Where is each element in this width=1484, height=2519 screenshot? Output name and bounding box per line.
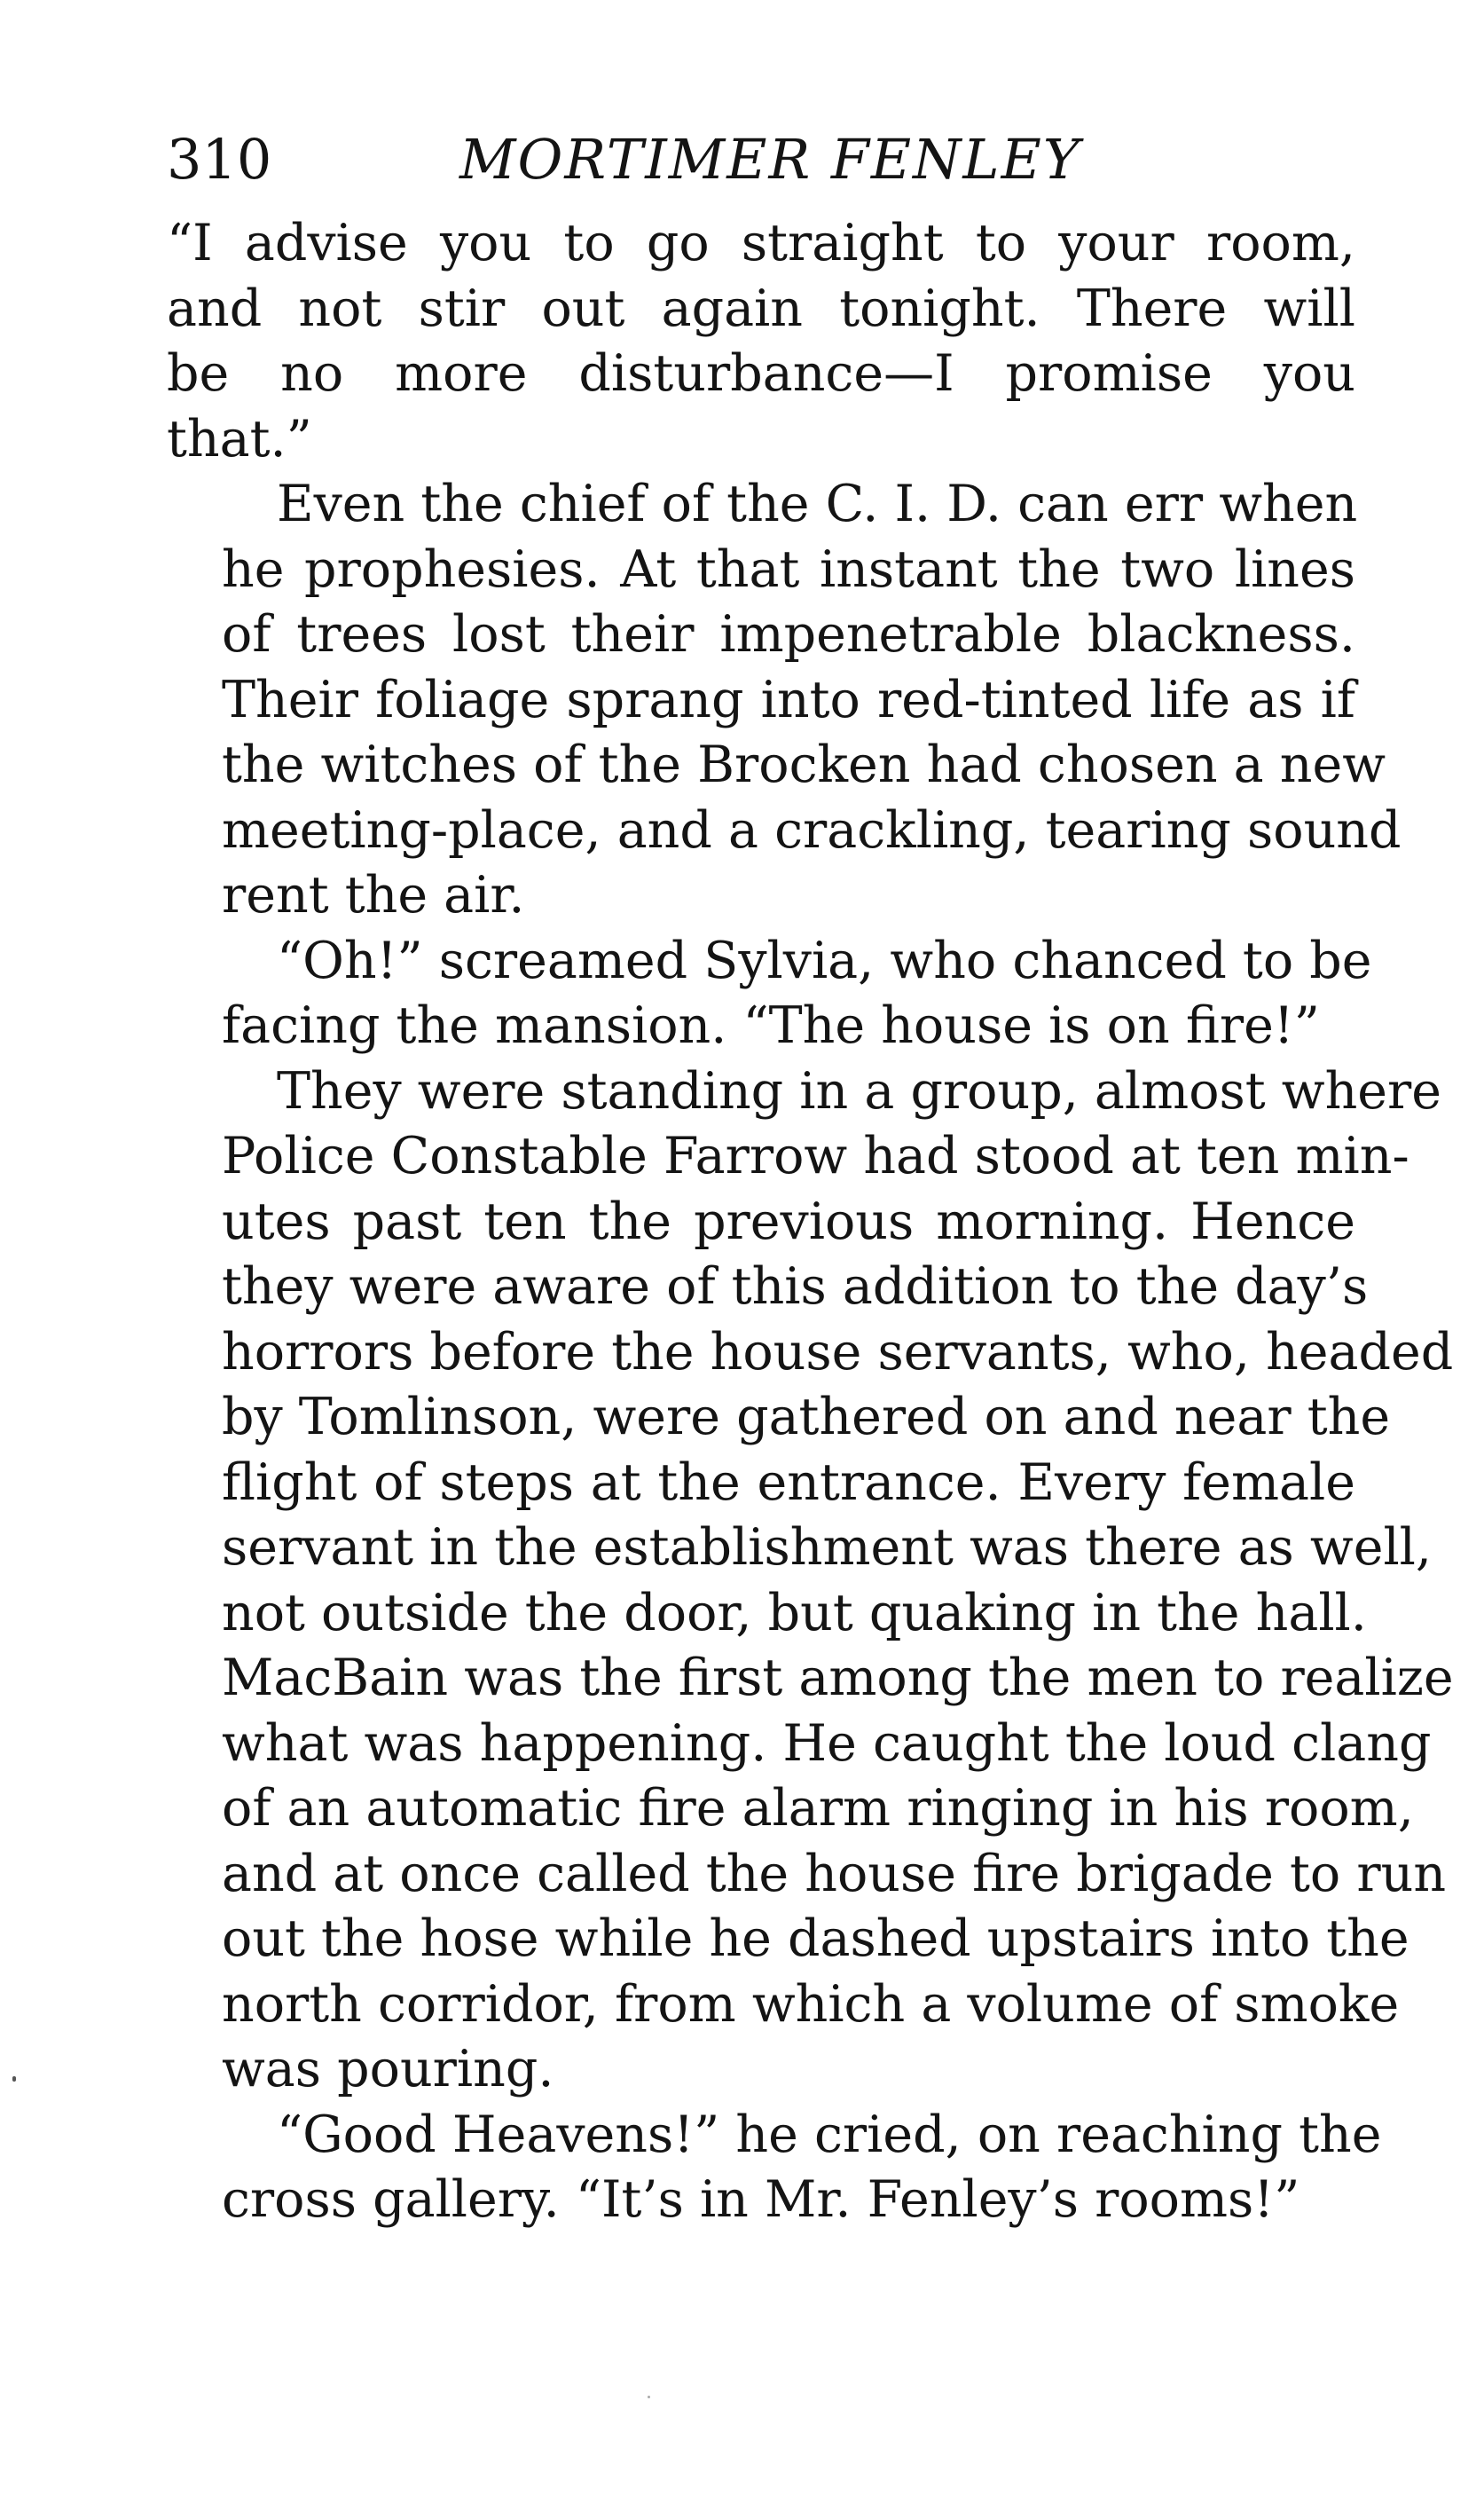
text-line: “Oh!” screamed Sylvia, who chanced to be (277, 931, 1372, 990)
paragraph (167, 2103, 1382, 2233)
paragraph (167, 472, 1402, 929)
text-line: Their foliage sprang into red-tinted life as if (222, 670, 1355, 729)
text-line: they were aware of this addition to the day’s (222, 1257, 1369, 1316)
body-text (167, 211, 1454, 2233)
text-line: Even the chief of the C. I. D. can err when (277, 475, 1358, 533)
page-header (167, 124, 1355, 195)
text-line: servant in the establishment was there as well, (222, 1518, 1433, 1577)
text-line: north corridor, from which a volume of smoke (222, 1974, 1400, 2034)
scan-speck (648, 2396, 650, 2398)
text-line: of trees lost their impenetrable blackness. (222, 605, 1355, 664)
text-line: and not stir out again tonight. There will (167, 279, 1355, 338)
text-line: “Good Heavens!” he cried, on reaching the (277, 2105, 1382, 2164)
text-line: flight of steps at the entrance. Every female (222, 1452, 1355, 1512)
text-line: he prophesies. At that instant the two lines (222, 539, 1355, 599)
paragraph (167, 1059, 1454, 2103)
text-line: and at once called the house fire brigade to run (222, 1844, 1447, 1903)
text-line: out the hose while he dashed upstairs into the (222, 1909, 1409, 1968)
text-line: not outside the door, but quaking in the hall. (222, 1583, 1367, 1642)
text-line: what was happening. He caught the loud clang (222, 1713, 1432, 1773)
text-line: They were standing in a group, almost where (277, 1061, 1442, 1121)
text-line: MacBain was the first among the men to realize (222, 1649, 1454, 1707)
text-line: that.” (167, 409, 312, 468)
text-line: cross gallery. “It’s in Mr. Fenley’s rooms!” (222, 2170, 1300, 2229)
text-line: be no more disturbance—I promise you (167, 344, 1355, 403)
text-line: meeting-place, and a crackling, tearing sound (222, 800, 1402, 860)
text-line: “I advise you to go straight to your room, (167, 214, 1355, 272)
scan-speck (12, 2076, 16, 2082)
text-line: rent the air. (222, 866, 525, 925)
text-line: facing the mansion. “The house is on fire!” (222, 996, 1320, 1055)
text-line: was pouring. (222, 2040, 554, 2098)
text-line: of an automatic fire alarm ringing in his room, (222, 1779, 1414, 1838)
text-line: Police Constable Farrow had stood at ten min- (222, 1127, 1409, 1185)
text-line: utes past ten the previous morning. Hence (222, 1192, 1355, 1251)
page-number: 310 (167, 127, 272, 192)
paragraph (167, 929, 1372, 1059)
paragraph (167, 211, 1355, 472)
text-line: horrors before the house servants, who, headed (222, 1322, 1454, 1382)
text-line: by Tomlinson, were gathered on and near the (222, 1388, 1391, 1446)
text-line: the witches of the Brocken had chosen a new (222, 736, 1386, 794)
running-title: MORTIMER FENLEY (459, 127, 1081, 192)
